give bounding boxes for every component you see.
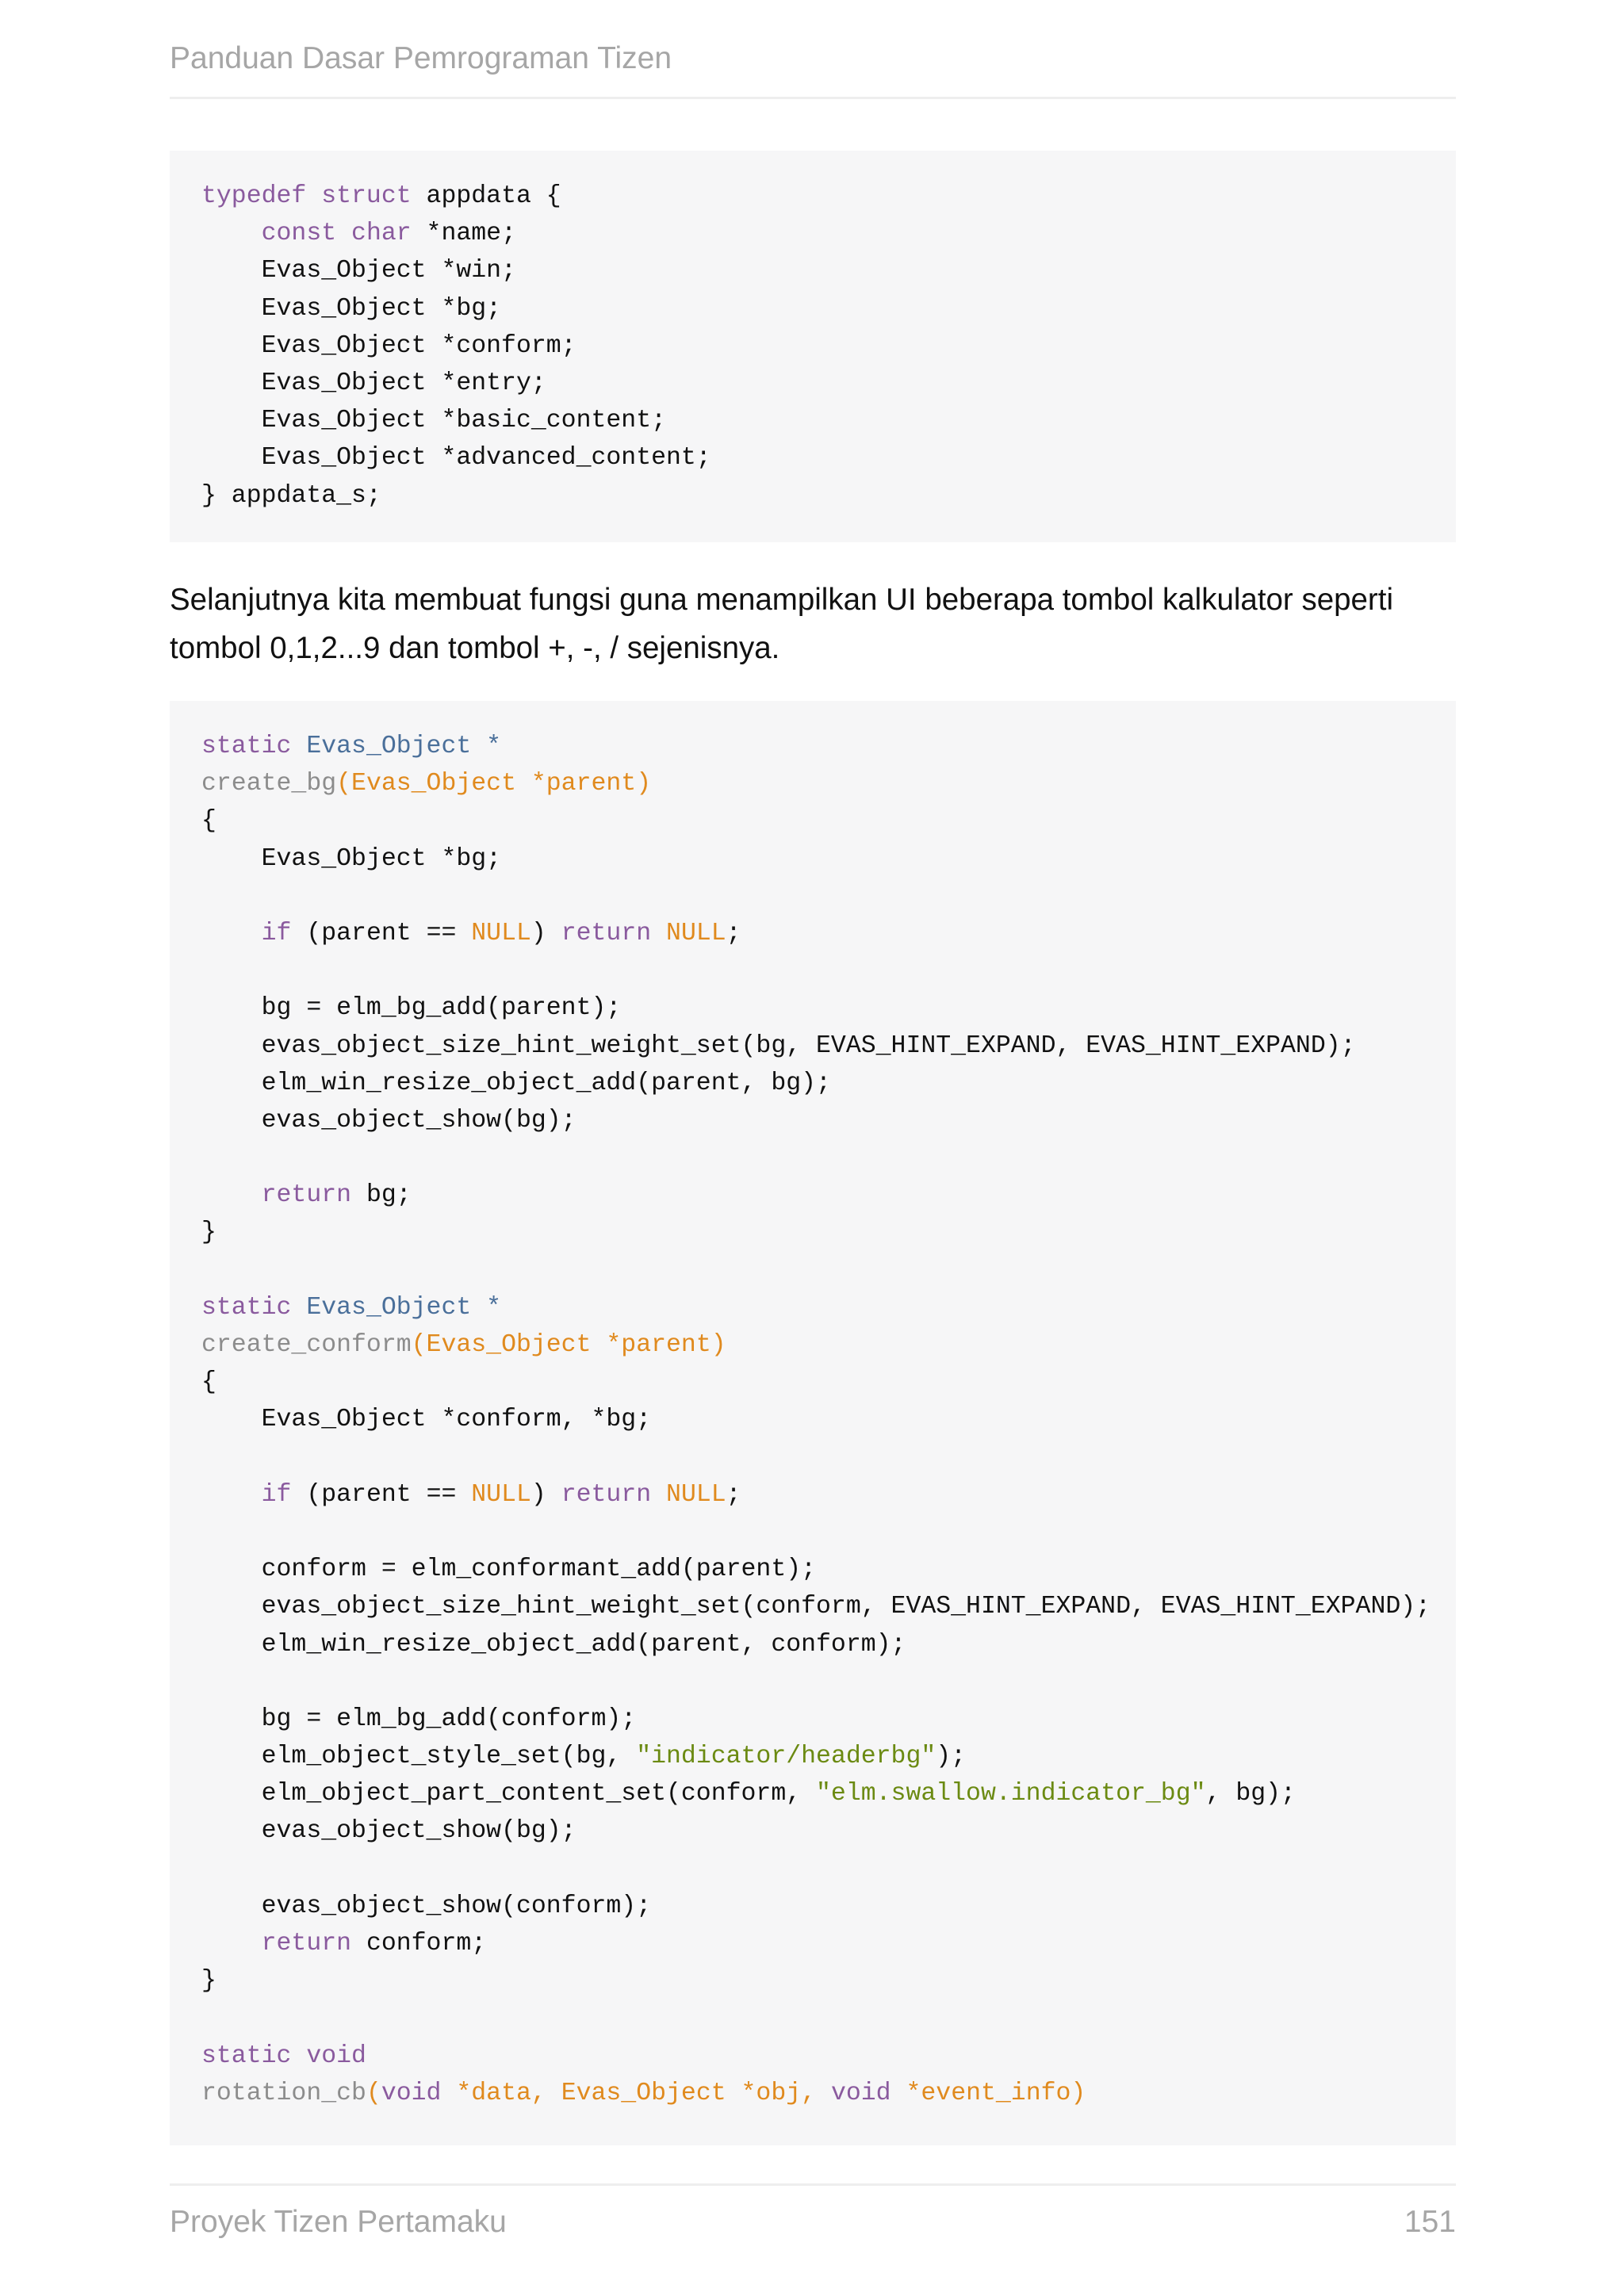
code-line	[201, 1065, 1456, 1102]
code-token: Evas_Object *	[306, 733, 502, 760]
code-line	[201, 1888, 1456, 1925]
code-token: Evas_Object *	[306, 1293, 502, 1322]
code-line	[201, 1401, 1456, 1438]
code-token: Evas_Object *conform, *bg;	[201, 1406, 652, 1434]
code-token: Evas_Object *advanced_content;	[201, 444, 711, 473]
code-token: elm_object_part_content_set(conform,	[201, 1780, 817, 1808]
code-token: Evas_Object *entry;	[201, 369, 546, 397]
code-token: {	[201, 1368, 216, 1397]
code-line	[201, 1289, 1456, 1326]
code-line	[201, 1850, 1456, 1888]
code-token: (Evas_Object *parent)	[411, 1331, 726, 1359]
code-token: const char	[261, 220, 412, 248]
code-token: static	[201, 1293, 292, 1322]
code-token: return	[561, 919, 652, 947]
code-token: evas_object_size_hint_weight_set(bg, EVAS_HINT_EXPAND, EVAS_HINT_EXPAND);	[201, 1031, 1356, 1060]
code-token: "elm.swallow.indicator_bg"	[816, 1780, 1206, 1808]
code-token: return	[261, 1930, 352, 1957]
code-line	[201, 765, 1456, 802]
code-token: evas_object_show(bg);	[201, 1817, 576, 1846]
code-token: NULL	[666, 1480, 726, 1509]
body-paragraph: Selanjutnya kita membuat fungsi guna menampilkan UI beberapa tombol kalkulator seperti tombol 0,1,2...9 dan tombol +, -, / sejenisnya.	[170, 583, 1394, 665]
code-token: bg = elm_bg_add(conform);	[201, 1705, 637, 1733]
code-token: elm_object_style_set(bg,	[201, 1743, 637, 1771]
code-token: typedef struct	[201, 182, 412, 210]
code-token	[291, 1294, 306, 1322]
code-token: void	[381, 2079, 442, 2107]
code-token: conform = elm_conformant_add(parent);	[201, 1556, 817, 1584]
code-token: create_conform	[201, 1331, 412, 1359]
code-line	[201, 365, 1456, 402]
code-token: NULL	[471, 1480, 531, 1509]
code-line	[201, 1439, 1456, 1476]
code-token: static void	[201, 2042, 366, 2070]
page-number: 151	[1404, 2205, 1456, 2239]
code-line	[201, 915, 1456, 952]
code-line	[201, 1326, 1456, 1364]
code-line	[201, 1027, 1456, 1065]
code-token: evas_object_size_hint_weight_set(conform, EVAS_HINT_EXPAND, EVAS_HINT_EXPAND);	[201, 1593, 1431, 1621]
code-line	[201, 252, 1456, 289]
code-token: return	[561, 1480, 652, 1509]
code-token: NULL	[666, 919, 726, 947]
page-footer	[170, 2183, 1456, 2265]
code-token: Evas_Object *bg;	[201, 844, 502, 873]
code-token: Evas_Object *basic_content;	[201, 407, 666, 435]
code-token: Evas_Object *conform;	[201, 331, 576, 360]
code-token: *event_info)	[891, 2079, 1086, 2107]
code-line	[201, 1177, 1456, 1214]
code-line	[201, 477, 1456, 515]
code-line	[201, 1588, 1456, 1625]
code-line	[201, 952, 1456, 989]
code-line	[201, 1252, 1456, 1289]
code-token: evas_object_show(bg);	[201, 1106, 576, 1135]
code-token: {	[201, 807, 216, 836]
code-token: ;	[726, 919, 741, 947]
code-token: bg;	[351, 1181, 412, 1210]
code-token: ;	[726, 1480, 741, 1509]
code-block-struct	[170, 151, 1456, 542]
code-line	[201, 1925, 1456, 1962]
code-line	[201, 2038, 1456, 2075]
code-token: (	[366, 2079, 381, 2107]
code-line	[201, 1551, 1456, 1588]
code-token	[201, 1181, 262, 1209]
code-token: *name;	[411, 220, 516, 248]
code-token: Evas_Object *bg;	[201, 294, 502, 323]
code-line	[201, 327, 1456, 365]
code-token: Evas_Object *win;	[201, 257, 516, 285]
code-line	[201, 840, 1456, 878]
code-token	[201, 1930, 262, 1957]
code-line	[201, 1364, 1456, 1401]
code-line	[201, 439, 1456, 476]
code-line	[201, 1812, 1456, 1850]
code-block-functions	[170, 701, 1456, 2145]
page-header	[170, 38, 1456, 99]
code-token: void	[830, 2079, 891, 2107]
code-token	[291, 733, 306, 760]
code-line	[201, 1775, 1456, 1812]
code-line	[201, 1476, 1456, 1513]
code-token: create_bg	[201, 770, 337, 798]
code-line	[201, 178, 1456, 215]
code-token: (parent ==	[291, 1480, 472, 1509]
code-token	[201, 920, 262, 947]
code-token	[201, 220, 262, 247]
code-token: "indicator/headerbg"	[636, 1743, 936, 1771]
header-title: Panduan Dasar Pemrograman Tizen	[170, 41, 672, 75]
code-token: (parent ==	[291, 919, 472, 947]
code-token: if	[261, 919, 292, 947]
code-line	[201, 802, 1456, 840]
code-token	[201, 1481, 262, 1509]
code-token: if	[261, 1480, 292, 1509]
code-line	[201, 1738, 1456, 1775]
code-token: return	[261, 1181, 352, 1210]
code-token: static	[201, 733, 292, 760]
footer-book-title: Proyek Tizen Pertamaku	[170, 2205, 507, 2239]
code-line	[201, 1663, 1456, 1701]
code-line	[201, 989, 1456, 1027]
code-token	[651, 920, 666, 947]
code-token	[651, 1481, 666, 1509]
code-token: (Evas_Object *parent)	[336, 770, 652, 798]
code-line	[201, 1962, 1456, 1999]
code-token: );	[936, 1743, 967, 1771]
code-line	[201, 1701, 1456, 1738]
code-token: }	[201, 1219, 216, 1247]
code-token: rotation_cb	[201, 2079, 366, 2107]
code-line	[201, 402, 1456, 439]
code-line	[201, 215, 1456, 252]
code-token: }	[201, 1967, 216, 1996]
code-token: )	[530, 1480, 561, 1509]
code-token: *data, Evas_Object *obj,	[441, 2079, 831, 2107]
code-token: bg = elm_bg_add(parent);	[201, 994, 622, 1023]
code-line	[201, 728, 1456, 765]
code-token: conform;	[351, 1930, 487, 1957]
code-line	[201, 1139, 1456, 1177]
code-line	[201, 1102, 1456, 1139]
code-token: NULL	[471, 919, 531, 947]
code-token: } appdata_s;	[201, 481, 381, 510]
code-line	[201, 2075, 1456, 2112]
code-line	[201, 878, 1456, 915]
code-token: elm_win_resize_object_add(parent, conform);	[201, 1630, 906, 1659]
code-token: elm_win_resize_object_add(parent, bg);	[201, 1069, 831, 1097]
code-line	[201, 290, 1456, 327]
code-line	[201, 1999, 1456, 2037]
code-token: , bg);	[1205, 1780, 1296, 1808]
code-line	[201, 1513, 1456, 1551]
code-token: )	[530, 919, 561, 947]
code-token: evas_object_show(conform);	[201, 1892, 652, 1920]
code-line	[201, 1214, 1456, 1251]
code-line	[201, 1626, 1456, 1663]
code-token: appdata {	[411, 182, 561, 210]
